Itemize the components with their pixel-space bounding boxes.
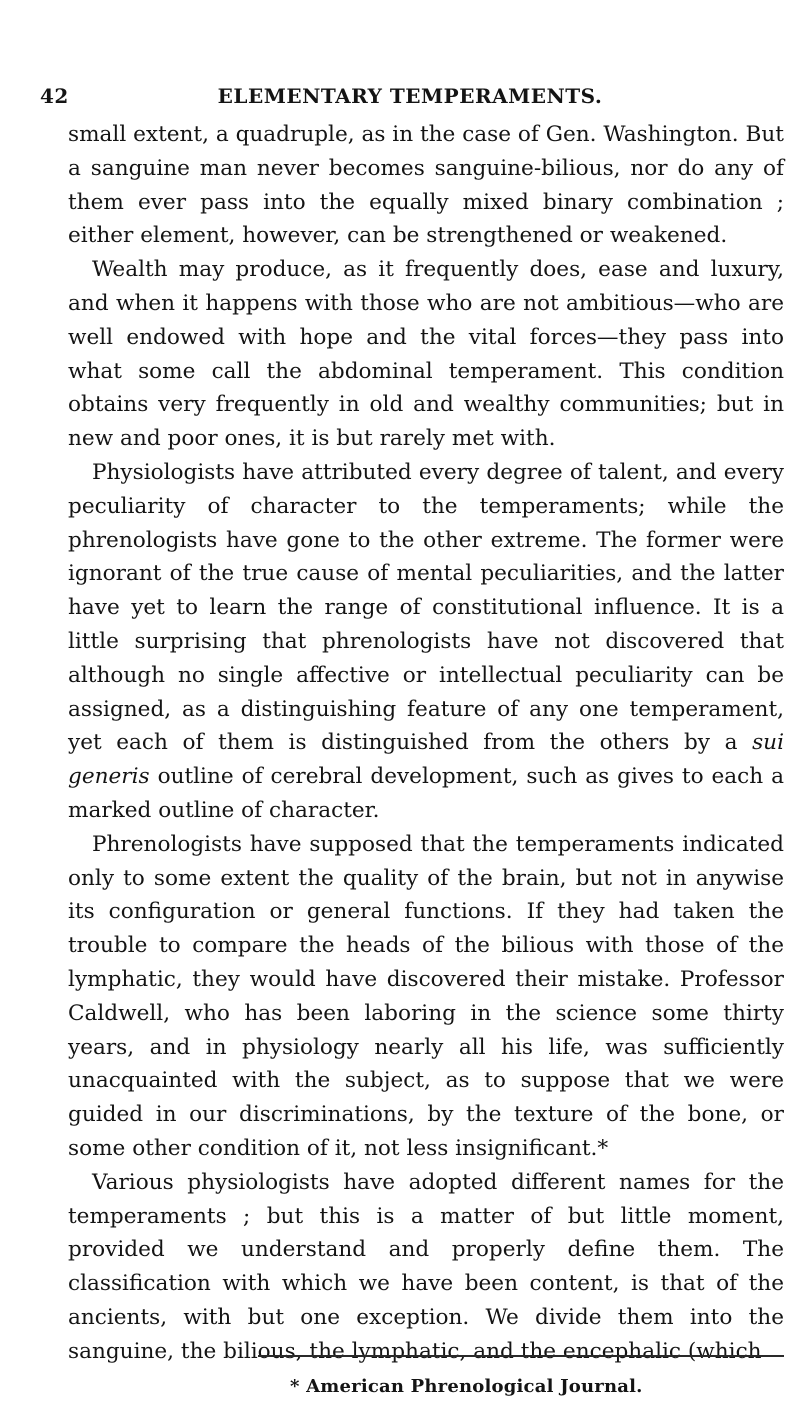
paragraph-3-text: Physiologists have attributed every degree of talent, and every peculiarity of character to the temperaments; while the phrenologists have gone to the other extreme. The former were ignorant of the true cause of mental peculiarities, and the latter have yet to learn the range of constitutional influence. It is a little surprising that phrenologists have not discovered that although no single affective or intellectual peculiarity can be assigned, as a distinguishing feature of any one temperament, yet each of them is distinguished from the others by a	[68, 459, 784, 756]
footnote-rule	[258, 1355, 784, 1357]
paragraph-3-end: outline of cerebral development, such as gives to each a marked outline of character.	[68, 764, 784, 823]
paragraph-2: Wealth may produce, as it frequently does, ease and luxury, and when it happens with those who are not ambitious—who are well endowed with hope and the vital forces—they pass into what some call the abdominal temperament. This condition obtains very frequently in old and wealthy communities; but in new and poor ones, it is but rarely met with.	[68, 257, 784, 452]
paragraph-1: small extent, a quadruple, as in the case of Gen. Washington. But a sanguine man never becomes sanguine-bilious, nor do any of them ever pass into the equally mixed binary combination ; either element, however, can be strengthened or weakened.	[68, 122, 784, 249]
paragraph-4: Phrenologists have supposed that the temperaments indicated only to some extent the quality of the brain, but not in anywise its configuration or general functions. If they had taken the trouble to compare the heads of the bilious with those of the lymphatic, they would have discovered their mistake. Professor Caldwell, who has been laboring in the science some thirty years, and in physiology nearly all his life, was sufficiently unacquainted with the subject, as to suppose that we were guided in our discriminations, by the texture of the bone, or some other condition of it, not less insignificant.*	[68, 831, 784, 1161]
running-head-title: ELEMENTARY TEMPERAMENTS.	[217, 84, 603, 108]
paragraph-3	[68, 456, 784, 828]
paragraph-3-italic: sui generis	[68, 730, 784, 790]
paragraph-5: Various physiologists have adopted different names for the temperaments ; but this is a matter of but little moment, provided we understand and properly define them. The classification with which we have been content, is that of the ancients, with but one exception. We divide them into the sanguine, the bilious, the lymphatic, and the encephalic (which	[68, 1169, 784, 1364]
running-head	[40, 84, 780, 116]
body-text	[68, 118, 784, 1368]
footnote: * American Phrenological Journal.	[290, 1376, 643, 1397]
page-number: 42	[40, 84, 69, 108]
